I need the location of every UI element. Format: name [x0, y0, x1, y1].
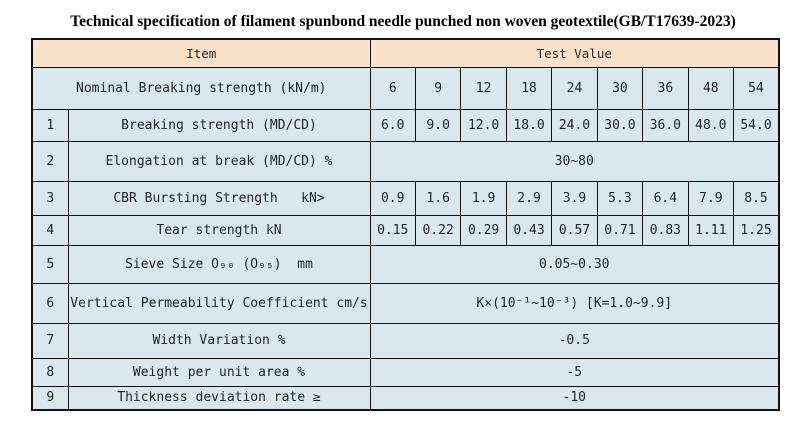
row-label: Elongation at break (MD/CD) % [68, 141, 370, 181]
row-value: 1.11 [688, 215, 733, 245]
row-label: Breaking strength (MD/CD) [68, 109, 370, 141]
spec-row-elongation [32, 141, 779, 181]
nominal-value: 48 [688, 67, 733, 109]
row-value: 0.83 [643, 215, 688, 245]
row-number: 8 [32, 358, 68, 386]
row-value: 0.43 [506, 215, 551, 245]
row-label: Sieve Size O₉₀ (O₉₅) mm [68, 245, 370, 283]
row-value: 54.0 [734, 109, 779, 141]
page-title: Technical specification of filament spunbond needle punched non woven geotextile(GB/T17639-2023) [70, 13, 736, 30]
row-value: 6.0 [370, 109, 415, 141]
row-label: Weight per unit area % [68, 358, 370, 386]
spec-row-weight-per-area [32, 358, 779, 386]
row-value: 6.4 [643, 181, 688, 215]
row-value: 0.57 [552, 215, 597, 245]
spec-row-thickness-deviation [32, 386, 779, 410]
row-number: 2 [32, 141, 68, 181]
column-header-test-value: Test Value [370, 39, 779, 67]
row-value: 18.0 [506, 109, 551, 141]
row-value: 5.3 [597, 181, 642, 215]
nominal-value: 30 [597, 67, 642, 109]
nominal-value: 9 [415, 67, 460, 109]
row-number: 7 [32, 323, 68, 358]
row-value: 1.9 [461, 181, 506, 215]
row-number: 9 [32, 386, 68, 410]
row-label: Thickness deviation rate ≥ [68, 386, 370, 410]
spec-row-permeability [32, 283, 779, 323]
row-merged-value: -5 [370, 358, 779, 386]
row-value: 30.0 [597, 109, 642, 141]
row-value: 0.29 [461, 215, 506, 245]
row-value: 0.15 [370, 215, 415, 245]
row-label: Vertical Permeability Coefficient cm/s [68, 283, 370, 323]
nominal-strength-label: Nominal Breaking strength (kN/m) [32, 67, 370, 109]
spec-row-breaking-strength [32, 109, 779, 141]
row-value: 2.9 [506, 181, 551, 215]
row-merged-value: K×(10⁻¹~10⁻³) [K=1.0~9.9] [370, 283, 779, 323]
row-label: Tear strength kN [68, 215, 370, 245]
row-value: 9.0 [415, 109, 460, 141]
row-value: 3.9 [552, 181, 597, 215]
spec-row-tear-strength [32, 215, 779, 245]
row-value: 36.0 [643, 109, 688, 141]
nominal-value: 12 [461, 67, 506, 109]
row-value: 8.5 [734, 181, 779, 215]
nominal-value: 24 [552, 67, 597, 109]
row-value: 1.6 [415, 181, 460, 215]
nominal-value: 36 [643, 67, 688, 109]
row-number: 5 [32, 245, 68, 283]
row-number: 1 [32, 109, 68, 141]
nominal-value: 54 [734, 67, 779, 109]
row-value: 0.22 [415, 215, 460, 245]
row-value: 7.9 [688, 181, 733, 215]
row-number: 4 [32, 215, 68, 245]
row-merged-value: -10 [370, 386, 779, 410]
row-value: 0.71 [597, 215, 642, 245]
row-value: 24.0 [552, 109, 597, 141]
spec-row-cbr-bursting [32, 181, 779, 215]
row-number: 3 [32, 181, 68, 215]
row-label: Width Variation % [68, 323, 370, 358]
spec-row-sieve-size [32, 245, 779, 283]
row-merged-value: 30~80 [370, 141, 779, 181]
table-header-row [32, 39, 779, 67]
nominal-strength-row [32, 67, 779, 109]
row-merged-value: -0.5 [370, 323, 779, 358]
row-label: CBR Bursting Strength kN> [68, 181, 370, 215]
row-value: 48.0 [688, 109, 733, 141]
row-merged-value: 0.05~0.30 [370, 245, 779, 283]
row-value: 12.0 [461, 109, 506, 141]
nominal-value: 6 [370, 67, 415, 109]
spec-table [31, 38, 780, 411]
row-number: 6 [32, 283, 68, 323]
spec-row-width-variation [32, 323, 779, 358]
column-header-item: Item [32, 39, 370, 67]
row-value: 0.9 [370, 181, 415, 215]
nominal-value: 18 [506, 67, 551, 109]
row-value: 1.25 [734, 215, 779, 245]
